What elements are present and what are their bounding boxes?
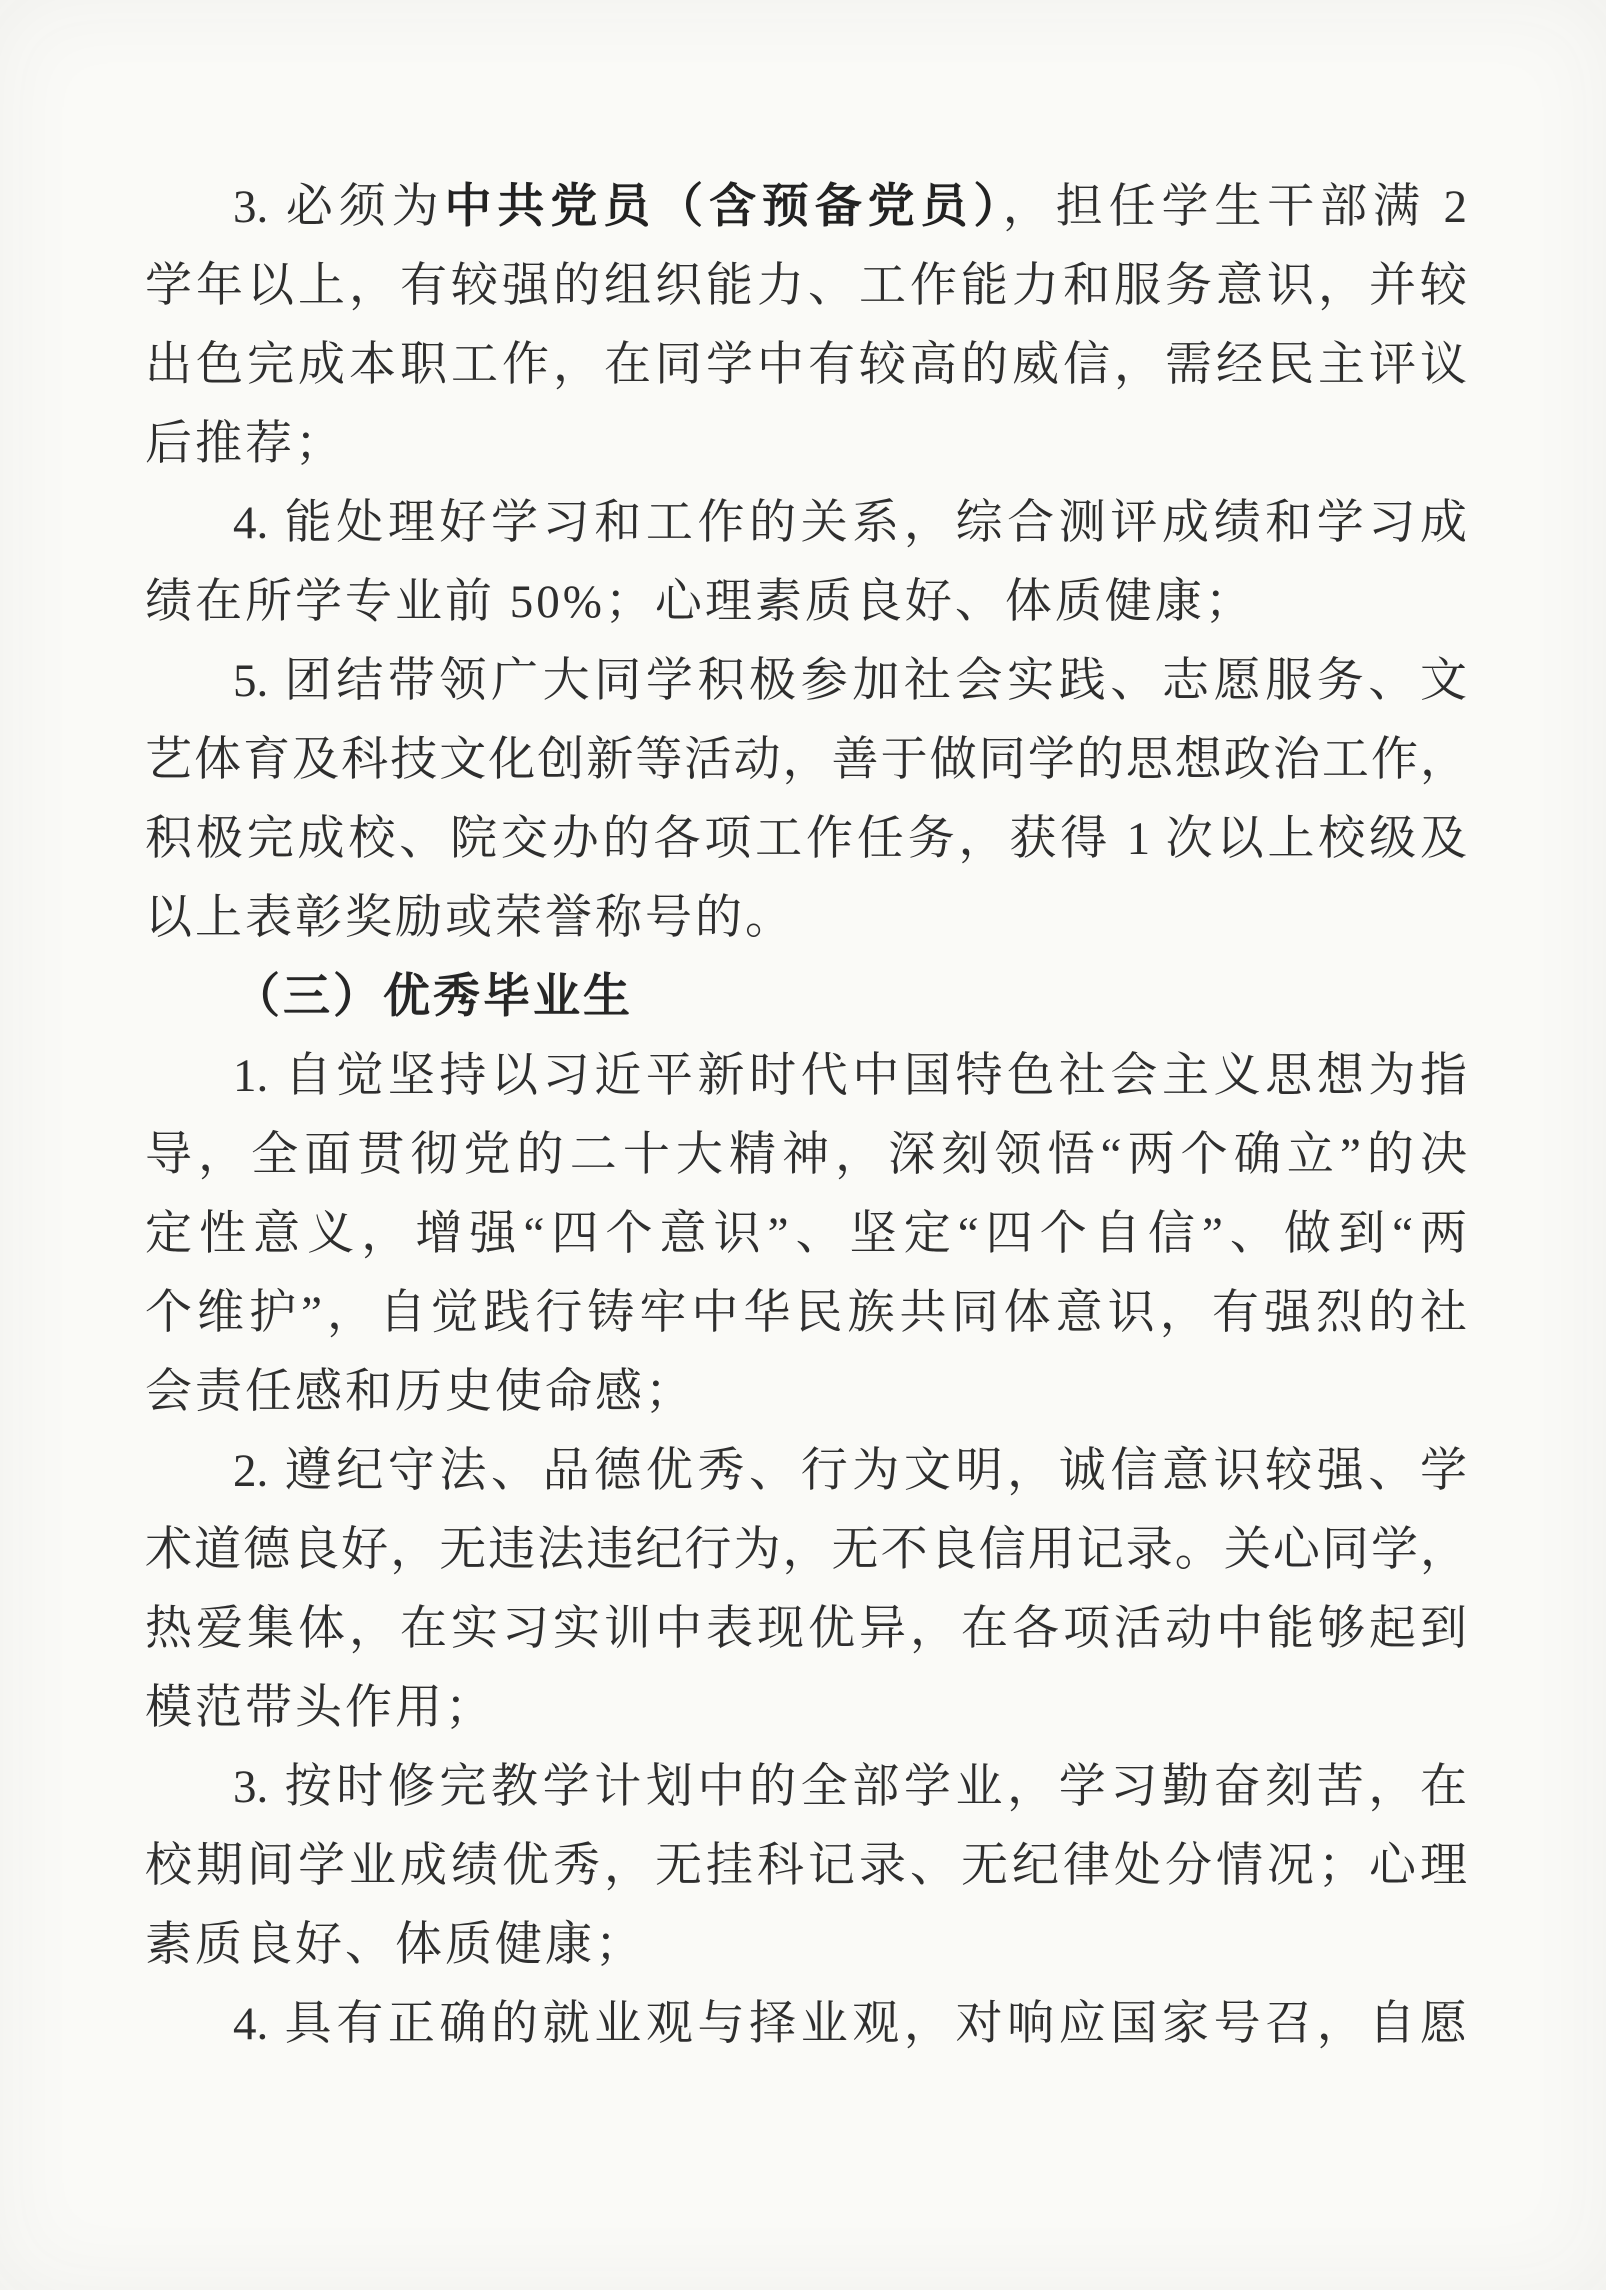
text-segment: 艺体育及科技文化创新等活动，善于做同学的思想政治工作， — [145, 734, 1467, 786]
text-segment: 积极完成校、院交办的各项工作任务，获得 1 次以上校级及 — [145, 813, 1467, 865]
text-segment: （三）优秀毕业生 — [233, 971, 633, 1023]
text-segment: 4. 能处理好学习和工作的关系，综合测评成绩和学习成 — [233, 497, 1467, 549]
document-line — [145, 1827, 1467, 1906]
text-segment: 定性意义，增强“四个意识”、坚定“四个自信”、做到“两 — [145, 1208, 1467, 1260]
text-segment: 出色完成本职工作，在同学中有较高的威信，需经民主评议 — [145, 339, 1467, 391]
document-line — [145, 1116, 1467, 1195]
document-line — [145, 1353, 1467, 1432]
text-segment: 导，全面贯彻党的二十大精神，深刻领悟“两个确立”的决 — [145, 1129, 1467, 1181]
document-line — [145, 642, 1467, 721]
text-segment: 3. 必须为 — [233, 181, 445, 233]
text-segment: 素质良好、体质健康； — [145, 1919, 645, 1971]
document-line — [145, 484, 1467, 563]
text-segment: 热爱集体，在实习实训中表现优异，在各项活动中能够起到 — [145, 1603, 1467, 1655]
document-line — [145, 1432, 1467, 1511]
document-line — [145, 1195, 1467, 1274]
text-segment: 3. 按时修完教学计划中的全部学业，学习勤奋刻苦，在 — [233, 1761, 1467, 1813]
document-line — [145, 326, 1467, 405]
text-segment: 学年以上，有较强的组织能力、工作能力和服务意识，并较 — [145, 260, 1467, 312]
text-segment: 个维护”，自觉践行铸牢中华民族共同体意识，有强烈的社 — [145, 1287, 1467, 1339]
emphasized-text-segment: 中共党员（含预备党员） — [444, 181, 1003, 233]
document-body — [145, 168, 1467, 2064]
document-line — [145, 1511, 1467, 1590]
text-segment: 5. 团结带领广大同学积极参加社会实践、志愿服务、文 — [233, 655, 1467, 707]
document-line — [145, 1669, 1467, 1748]
text-segment: 模范带头作用； — [145, 1682, 495, 1734]
document-line — [145, 721, 1467, 800]
document-line — [145, 1906, 1467, 1985]
document-line — [145, 168, 1467, 247]
document-line — [145, 405, 1467, 484]
text-segment: ，担任学生干部满 2 — [1002, 181, 1468, 233]
document-line — [145, 1748, 1467, 1827]
text-segment: 术道德良好，无违法违纪行为，无不良信用记录。关心同学， — [145, 1524, 1467, 1576]
document-line — [145, 1037, 1467, 1116]
document-line — [145, 1274, 1467, 1353]
text-segment: 绩在所学专业前 50%；心理素质良好、体质健康； — [145, 576, 1255, 628]
text-segment: 后推荐； — [145, 418, 345, 470]
text-segment: 校期间学业成绩优秀，无挂科记录、无纪律处分情况；心理 — [145, 1840, 1467, 1892]
text-segment: 会责任感和历史使命感； — [145, 1366, 695, 1418]
document-line — [145, 1985, 1467, 2064]
text-segment: 2. 遵纪守法、品德优秀、行为文明，诚信意识较强、学 — [233, 1445, 1467, 1497]
document-line — [145, 800, 1467, 879]
document-line — [145, 879, 1467, 958]
text-segment: 4. 具有正确的就业观与择业观，对响应国家号召，自愿 — [233, 1998, 1467, 2050]
document-line — [145, 1590, 1467, 1669]
text-segment: 1. 自觉坚持以习近平新时代中国特色社会主义思想为指 — [233, 1050, 1467, 1102]
text-segment: 以上表彰奖励或荣誉称号的。 — [145, 892, 795, 944]
document-line — [145, 563, 1467, 642]
section-heading — [145, 958, 1467, 1037]
document-line — [145, 247, 1467, 326]
